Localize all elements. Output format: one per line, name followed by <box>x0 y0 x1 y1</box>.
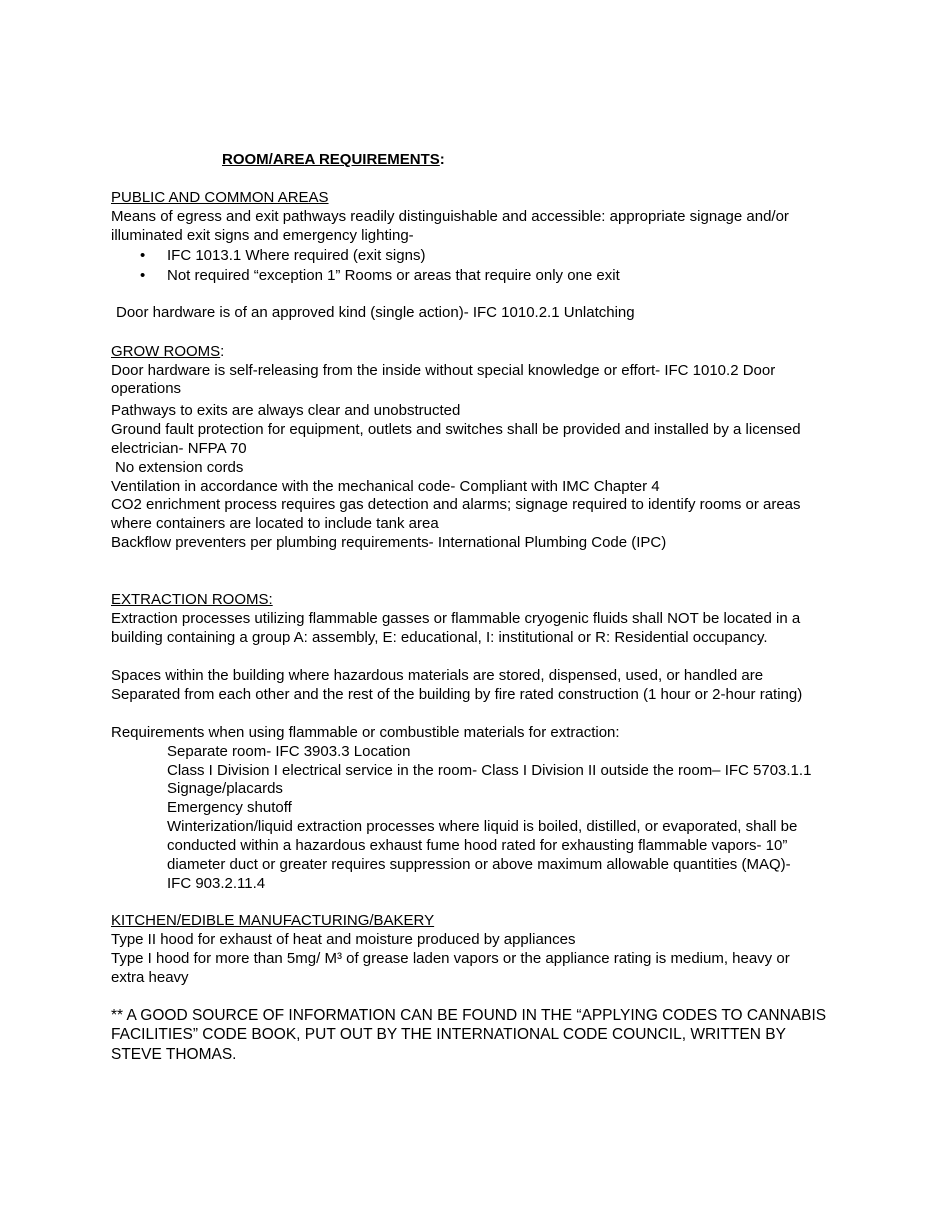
source-note: ** A GOOD SOURCE OF INFORMATION CAN BE FOUND IN THE “APPLYING CODES TO CANNABIS <box>111 1007 827 1024</box>
text-line: Backflow preventers per plumbing requirements- International Plumbing Code (IPC) <box>111 534 667 551</box>
list-item: Not required “exception 1” Rooms or areas that require only one exit <box>167 267 620 284</box>
text-line: Type I hood for more than 5mg/ M³ of grease laden vapors or the appliance rating is medium, heavy or <box>111 950 790 967</box>
indented-item: Signage/placards <box>167 780 283 797</box>
text-line: Means of egress and exit pathways readily distinguishable and accessible: appropriate signage and/or <box>111 208 789 225</box>
list-item: IFC 1013.1 Where required (exit signs) <box>167 247 426 264</box>
text-line: Requirements when using flammable or combustible materials for extraction: <box>111 724 620 741</box>
text-line: CO2 enrichment process requires gas detection and alarms; signage required to identify rooms or areas <box>111 496 801 513</box>
text-line: where containers are located to include tank area <box>111 515 439 532</box>
text-line: Type II hood for exhaust of heat and moisture produced by appliances <box>111 931 576 948</box>
indented-item: Emergency shutoff <box>167 799 292 816</box>
text-line: Pathways to exits are always clear and unobstructed <box>111 402 461 419</box>
source-note: FACILITIES” CODE BOOK, PUT OUT BY THE INTERNATIONAL CODE COUNCIL, WRITTEN BY <box>111 1026 786 1043</box>
section-heading-kitchen: KITCHEN/EDIBLE MANUFACTURING/BAKERY <box>111 912 435 929</box>
text-line: extra heavy <box>111 969 189 986</box>
section-heading-public: PUBLIC AND COMMON AREAS <box>111 189 329 206</box>
indented-item: Separate room- IFC 3903.3 Location <box>167 743 411 760</box>
text-line: Door hardware is self-releasing from the inside without special knowledge or effort- IFC 1010.2 Door <box>111 362 776 379</box>
section-heading-extraction: EXTRACTION ROOMS: <box>111 591 273 608</box>
text-line: Ground fault protection for equipment, outlets and switches shall be provided and installed by a licensed <box>111 421 801 438</box>
text-line: No extension cords <box>115 459 244 476</box>
bullet-icon: • <box>140 247 146 264</box>
source-note: STEVE THOMAS. <box>111 1046 237 1063</box>
text-line: building containing a group A: assembly, E: educational, I: institutional or R: Residential occupancy. <box>111 629 768 646</box>
indented-item: diameter duct or greater requires suppression or above maximum allowable quantities (MAQ)- <box>167 856 791 873</box>
text-line: electrician- NFPA 70 <box>111 440 247 457</box>
indented-item: Winterization/liquid extraction processes where liquid is boiled, distilled, or evaporated, shall be <box>167 818 798 835</box>
indented-item: Class I Division I electrical service in the room- Class I Division II outside the room– IFC 5703.1.1 <box>167 762 812 779</box>
text-line: Spaces within the building where hazardous materials are stored, dispensed, used, or handled are <box>111 667 764 684</box>
indented-item: IFC 903.2.11.4 <box>167 875 266 892</box>
text-line: Separated from each other and the rest of the building by fire rated construction (1 hour or 2-hour rating) <box>111 686 803 703</box>
text-line: illuminated exit signs and emergency lighting- <box>111 227 414 244</box>
page-title: ROOM/AREA REQUIREMENTS: <box>222 151 445 168</box>
section-heading-grow: GROW ROOMS: <box>111 343 225 360</box>
text-line: Extraction processes utilizing flammable gasses or flammable cryogenic fluids shall NOT be located in a <box>111 610 801 627</box>
indented-item: conducted within a hazardous exhaust fume hood rated for exhausting flammable vapors- 10” <box>167 837 788 854</box>
bullet-icon: • <box>140 267 146 284</box>
text-line: operations <box>111 380 182 397</box>
text-line: Ventilation in accordance with the mechanical code- Compliant with IMC Chapter 4 <box>111 478 660 495</box>
text-line: Door hardware is of an approved kind (single action)- IFC 1010.2.1 Unlatching <box>116 304 635 321</box>
